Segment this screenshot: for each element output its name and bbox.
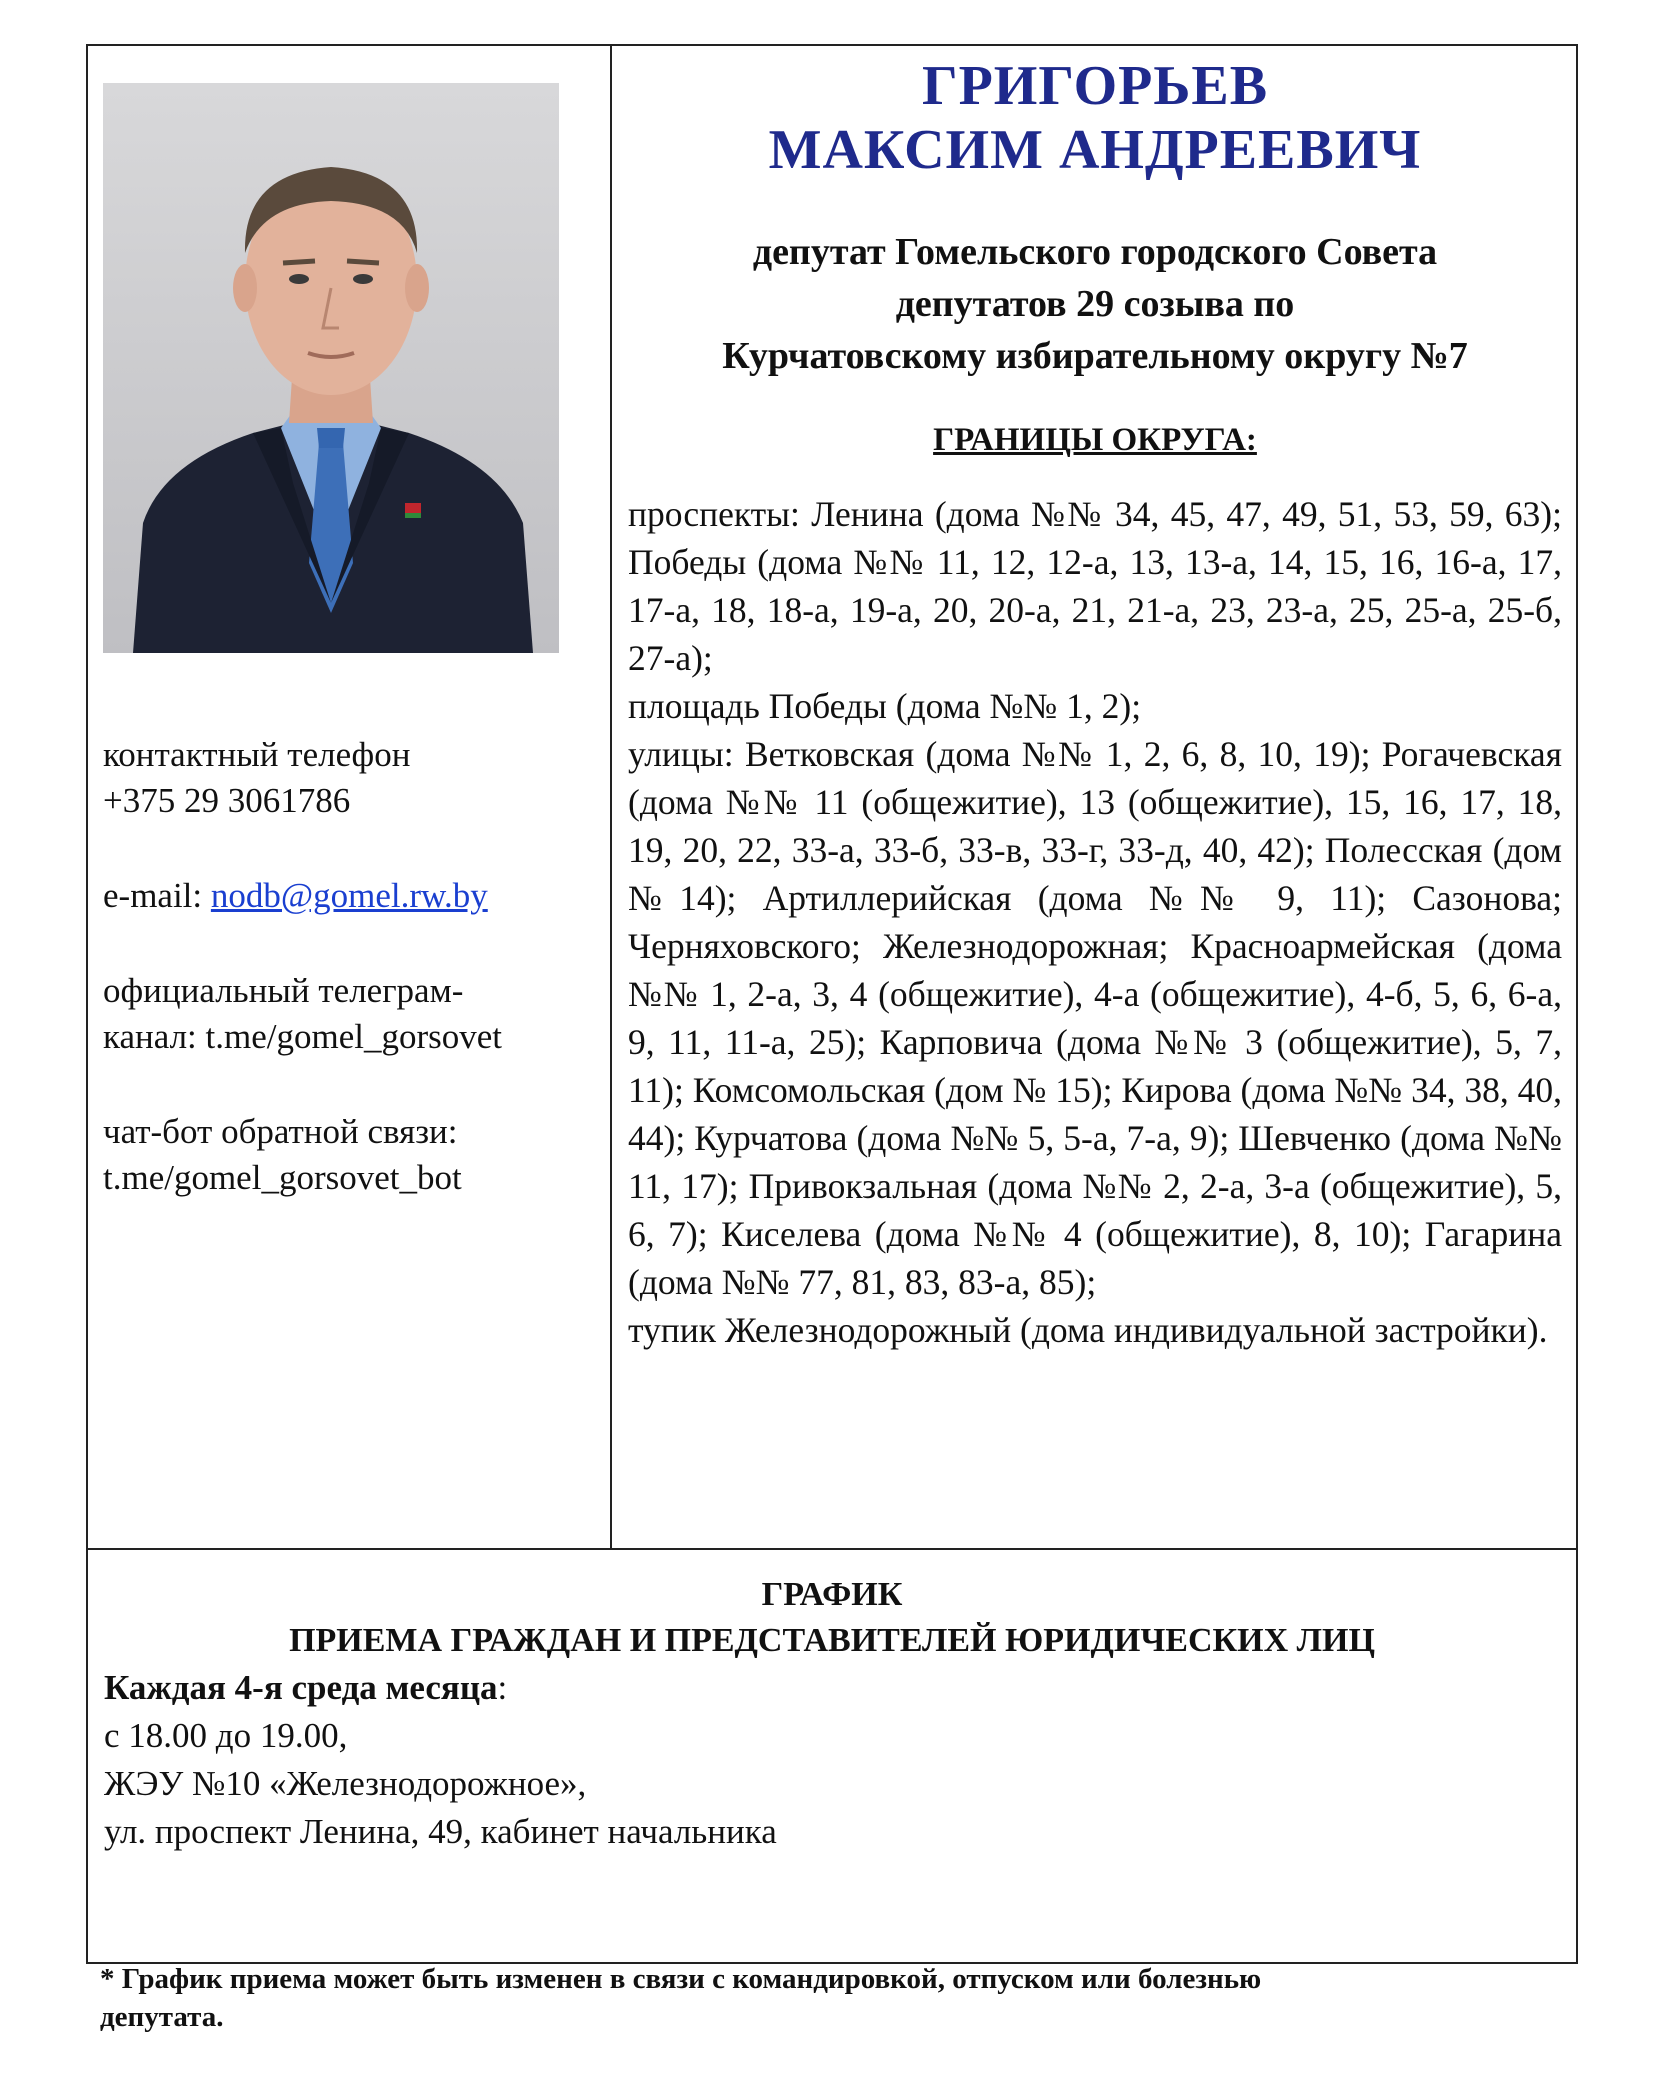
contacts-block xyxy=(103,732,603,1201)
boundaries-avenues: проспекты: Ленина (дома №№ 34, 45, 47, 49, 51, 53, 59, 63); Победы (дома №№ 11, 12, 12-а, 13, 13-а, 14, 15, 16, 16-а, 17, 17-а, 18, 18-а, 19-а, 20, 20-а, 21, 21-а, 23, 23-а, 25, 25-а, 25-б, 27-а); xyxy=(628,494,1562,678)
schedule-body xyxy=(88,1664,1576,1856)
position-line-1: депутат Гомельского городского Совета xyxy=(752,231,1438,273)
left-column xyxy=(88,46,612,1548)
deputy-position xyxy=(612,226,1578,382)
schedule-place: ЖЭУ №10 «Железнодорожное», xyxy=(104,1764,587,1803)
boundaries-title: ГРАНИЦЫ ОКРУГА: xyxy=(933,422,1257,458)
boundaries-square: площадь Победы (дома №№ 1, 2); xyxy=(628,686,1142,726)
right-column xyxy=(612,46,1578,1548)
footnote xyxy=(100,1960,1560,2036)
schedule-day-suffix: : xyxy=(497,1668,508,1707)
email-label: e-mail: xyxy=(103,876,211,915)
telegram-line-1: официальный телеграм- xyxy=(103,971,464,1010)
footnote-line-1: * График приема может быть изменен в связи с командировкой, отпуском или болезнью xyxy=(100,1963,1262,1995)
phone-label: контактный телефон xyxy=(103,735,411,774)
email-line xyxy=(103,873,603,919)
schedule-block xyxy=(88,1572,1576,1856)
boundaries-list xyxy=(628,490,1562,1354)
schedule-day-line xyxy=(104,1664,1576,1712)
deputy-surname: ГРИГОРЬЕВ xyxy=(921,55,1269,117)
email-link[interactable]: nodb@gomel.rw.by xyxy=(210,876,488,915)
footnote-line-2: депутата. xyxy=(100,2001,224,2033)
info-frame xyxy=(86,44,1578,1964)
schedule-time: с 18.00 до 19.00, xyxy=(104,1716,348,1755)
telegram-line-2: канал: t.me/gomel_gorsovet xyxy=(103,1017,502,1056)
boundaries-lane: тупик Железнодорожный (дома индивидуальной застройки). xyxy=(628,1310,1548,1350)
phone-number: +375 29 3061786 xyxy=(103,781,351,820)
portrait-image xyxy=(103,83,559,653)
deputy-given-names: МАКСИМ АНДРЕЕВИЧ xyxy=(768,119,1422,181)
deputy-photo xyxy=(103,83,559,653)
position-line-3: Курчатовскому избирательному округу №7 xyxy=(722,335,1468,377)
schedule-day: Каждая 4-я среда месяца xyxy=(104,1668,498,1707)
deputy-name xyxy=(612,54,1578,182)
boundaries-streets: улицы: Ветковская (дома №№ 1, 2, 6, 8, 10, 19); Рогачевская (дома №№ 11 (общежитие), 13 (общежитие), 15, 16, 17, 18, 19, 20, 22, 33-а, 33-б, 33-в, 33-г, 33-д, 40, 42); Полесская (дом №14); Артиллерийская (дома №№ 9, 11); Сазонова; Черняховского; Железнодорожная; Красноармейская (дома №№ 1, 2-а, 3, 4 (общежитие), 4-а (общежитие), 4-б, 5, 6, 6-а, 9, 11, 11-а, 25); Карповича (дома №№ 3 (общежитие), 5, 7, 11); Комсомольская (дом № 15); Кирова (дома №№ 34, 38, 40, 44); Курчатова (дома №№ 5, 5-а, 7-а, 9); Шевченко (дома №№ 11, 17); Привокзальная (дома №№ 2, 2-а, 3-а (общежитие), 5, 6, 7); Киселева (дома №№ 4 (общежитие), 8, 10); Гагарина (дома №№ 77, 81, 83, 83-а, 85); xyxy=(628,734,1562,1302)
position-line-2: депутатов 29 созыва по xyxy=(895,283,1295,325)
section-divider xyxy=(88,1548,1576,1550)
schedule-address: ул. проспект Ленина, 49, кабинет начальника xyxy=(104,1812,777,1851)
bot-line-1: чат-бот обратной связи: xyxy=(103,1112,458,1151)
schedule-title-1: ГРАФИК xyxy=(761,1576,903,1613)
bot-line-2: t.me/gomel_gorsovet_bot xyxy=(103,1158,462,1197)
schedule-title-2: ПРИЕМА ГРАЖДАН И ПРЕДСТАВИТЕЛЕЙ ЮРИДИЧЕСКИХ ЛИЦ xyxy=(289,1622,1375,1659)
